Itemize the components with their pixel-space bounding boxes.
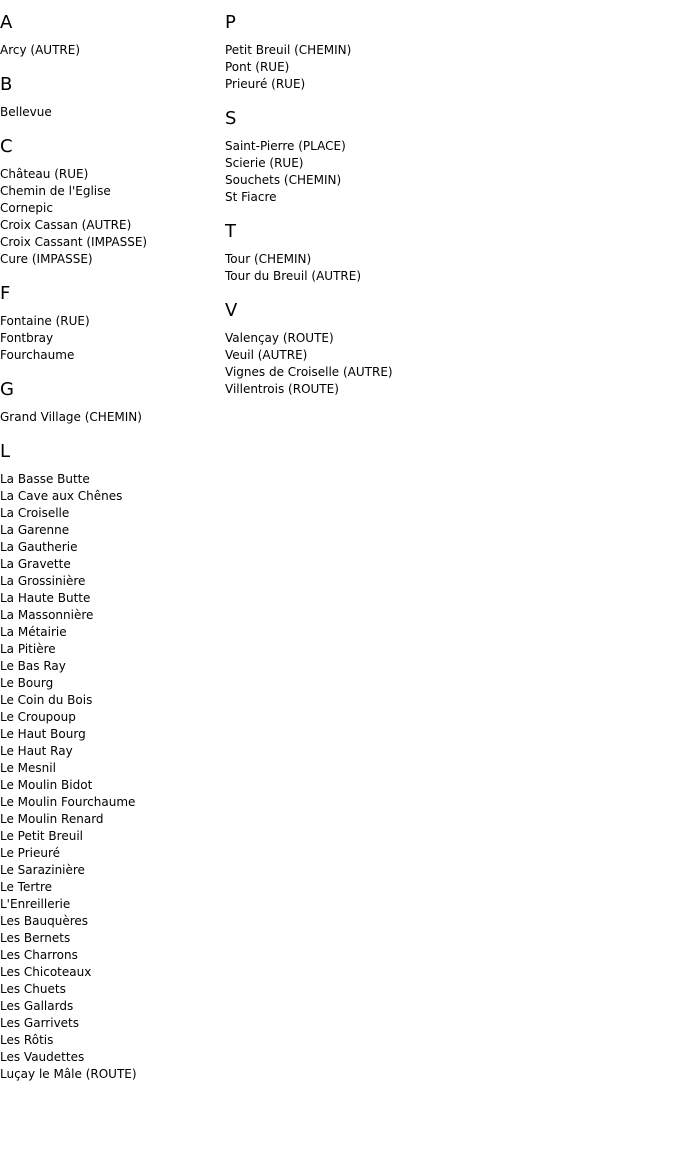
street-list-item: Scierie (RUE) bbox=[225, 156, 304, 170]
street-list-item: Valençay (ROUTE) bbox=[225, 331, 334, 345]
street-list-item: Les Chuets bbox=[0, 982, 66, 996]
street-list-item: La Cave aux Chênes bbox=[0, 489, 123, 503]
street-list-item: Fontbray bbox=[0, 331, 54, 345]
street-index-column-left bbox=[0, 12, 220, 1098]
street-list-item: Les Rôtis bbox=[0, 1033, 54, 1047]
street-list-item: St Fiacre bbox=[225, 190, 277, 204]
street-list-item: Croix Cassant (IMPASSE) bbox=[0, 235, 148, 249]
letter-section bbox=[225, 221, 525, 285]
street-list-item: Le Moulin Renard bbox=[0, 812, 104, 826]
street-list-item: La Gravette bbox=[0, 557, 71, 571]
street-list-item: Les Charrons bbox=[0, 948, 78, 962]
street-list bbox=[0, 166, 220, 268]
letter-section bbox=[0, 74, 220, 121]
street-list bbox=[0, 42, 220, 59]
street-list-item: Tour du Breuil (AUTRE) bbox=[225, 269, 362, 283]
section-letter-heading: B bbox=[0, 74, 13, 95]
letter-section bbox=[225, 300, 525, 398]
street-list-item: La Croiselle bbox=[0, 506, 70, 520]
street-list-item: Vignes de Croiselle (AUTRE) bbox=[225, 365, 393, 379]
street-list-item: Le Tertre bbox=[0, 880, 53, 894]
street-list-item: Le Bourg bbox=[0, 676, 54, 690]
section-letter-heading: F bbox=[0, 283, 11, 304]
street-list-item: Le Mesnil bbox=[0, 761, 56, 775]
street-list-item: Le Coin du Bois bbox=[0, 693, 93, 707]
letter-section bbox=[0, 12, 220, 59]
street-list-item: Les Gallards bbox=[0, 999, 74, 1013]
street-list-item: La Haute Butte bbox=[0, 591, 91, 605]
street-list-item: La Garenne bbox=[0, 523, 70, 537]
letter-section bbox=[225, 12, 525, 93]
street-list-item: Le Petit Breuil bbox=[0, 829, 83, 843]
street-list-item: Tour (CHEMIN) bbox=[225, 252, 312, 266]
street-list-item: L'Enreillerie bbox=[0, 897, 71, 911]
street-list-item: Le Haut Bourg bbox=[0, 727, 86, 741]
street-list bbox=[225, 330, 525, 398]
street-list bbox=[0, 313, 220, 364]
street-list-item: Croix Cassan (AUTRE) bbox=[0, 218, 132, 232]
street-list-item: Les Chicoteaux bbox=[0, 965, 92, 979]
street-list-item: Le Prieuré bbox=[0, 846, 61, 860]
street-list-item: Souchets (CHEMIN) bbox=[225, 173, 342, 187]
street-list-item: Chemin de l'Eglise bbox=[0, 184, 111, 198]
street-list-item: Les Bauquères bbox=[0, 914, 89, 928]
street-list-item: Fontaine (RUE) bbox=[0, 314, 90, 328]
section-letter-heading: L bbox=[0, 441, 11, 462]
street-list-item: Arcy (AUTRE) bbox=[0, 43, 80, 57]
section-letter-heading: T bbox=[225, 221, 236, 242]
section-letter-heading: C bbox=[0, 136, 13, 157]
street-list-item: Fourchaume bbox=[0, 348, 75, 362]
street-list-item: Les Bernets bbox=[0, 931, 71, 945]
letter-section bbox=[225, 108, 525, 206]
street-list-item: Le Croupoup bbox=[0, 710, 76, 724]
street-list-item: Cornepic bbox=[0, 201, 53, 215]
street-list bbox=[225, 42, 525, 93]
section-letter-heading: G bbox=[0, 379, 14, 400]
street-list-item: Les Vaudettes bbox=[0, 1050, 85, 1064]
street-list bbox=[0, 104, 220, 121]
section-letter-heading: A bbox=[0, 12, 13, 33]
street-list-item: Le Bas Ray bbox=[0, 659, 66, 673]
street-list-item: Le Moulin Fourchaume bbox=[0, 795, 136, 809]
street-list-item: La Pitière bbox=[0, 642, 56, 656]
letter-section bbox=[0, 283, 220, 364]
letter-section bbox=[0, 441, 220, 1083]
street-list-item: La Métairie bbox=[0, 625, 67, 639]
street-list bbox=[225, 251, 525, 285]
street-list-item: La Basse Butte bbox=[0, 472, 90, 486]
street-list-item: Château (RUE) bbox=[0, 167, 89, 181]
street-list-item: La Grossinière bbox=[0, 574, 86, 588]
street-list-item: Grand Village (CHEMIN) bbox=[0, 410, 142, 424]
street-list-item: Cure (IMPASSE) bbox=[0, 252, 93, 266]
street-list-item: Pont (RUE) bbox=[225, 60, 290, 74]
street-list-item: La Gautherie bbox=[0, 540, 78, 554]
street-list-item: La Massonnière bbox=[0, 608, 94, 622]
section-letter-heading: S bbox=[225, 108, 237, 129]
section-letter-heading: P bbox=[225, 12, 236, 33]
street-list-item: Villentrois (ROUTE) bbox=[225, 382, 339, 396]
street-list bbox=[0, 409, 220, 426]
street-list-item: Petit Breuil (CHEMIN) bbox=[225, 43, 352, 57]
street-list-item: Bellevue bbox=[0, 105, 52, 119]
street-index-column-right bbox=[225, 12, 525, 413]
letter-section bbox=[0, 379, 220, 426]
street-list-item: Prieuré (RUE) bbox=[225, 77, 306, 91]
street-list bbox=[225, 138, 525, 206]
street-list-item: Le Haut Ray bbox=[0, 744, 73, 758]
street-list-item: Luçay le Mâle (ROUTE) bbox=[0, 1067, 137, 1081]
street-list-item: Saint-Pierre (PLACE) bbox=[225, 139, 346, 153]
letter-section bbox=[0, 136, 220, 268]
section-letter-heading: V bbox=[225, 300, 238, 321]
street-list-item: Les Garrivets bbox=[0, 1016, 80, 1030]
street-list bbox=[0, 471, 220, 1083]
street-list-item: Veuil (AUTRE) bbox=[225, 348, 308, 362]
street-list-item: Le Moulin Bidot bbox=[0, 778, 93, 792]
street-list-item: Le Sarazinière bbox=[0, 863, 85, 877]
